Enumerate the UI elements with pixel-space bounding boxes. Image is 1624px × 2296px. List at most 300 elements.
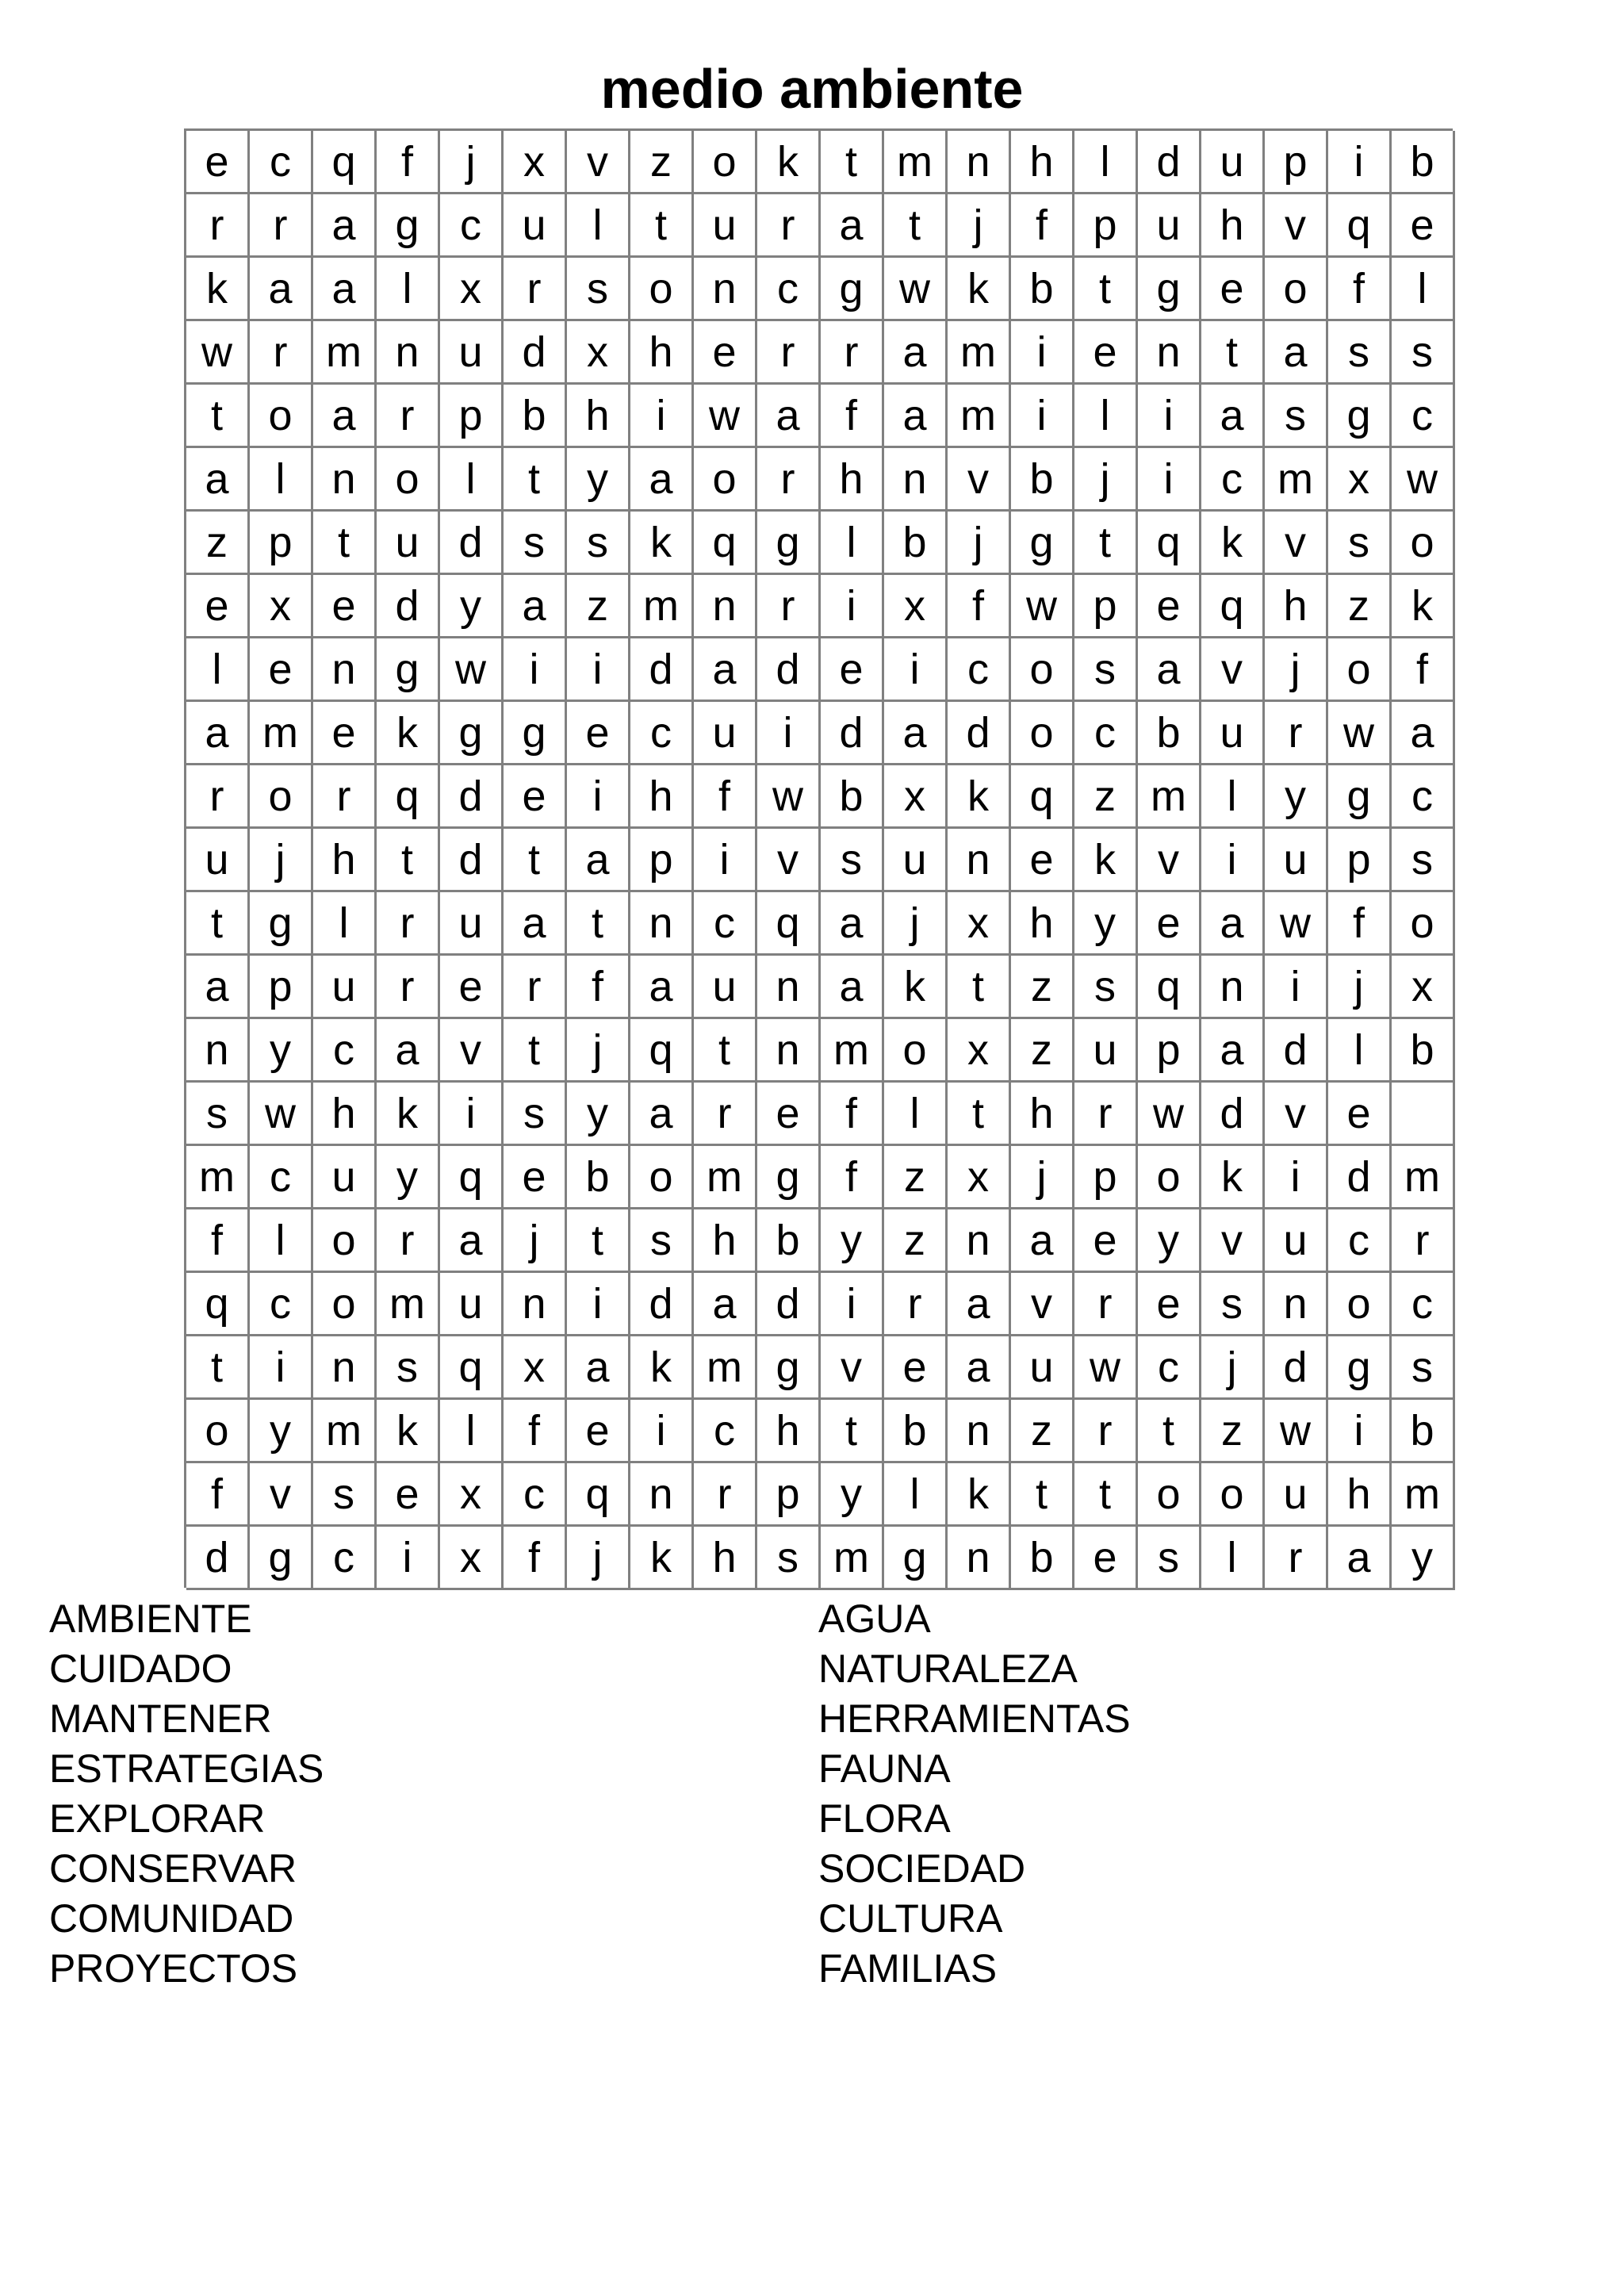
grid-cell: b bbox=[884, 512, 948, 575]
grid-cell: x bbox=[440, 258, 504, 321]
grid-cell: w bbox=[884, 258, 948, 321]
grid-cell: l bbox=[250, 1209, 313, 1273]
grid-cell: z bbox=[884, 1209, 948, 1273]
grid-cell: b bbox=[1392, 1400, 1455, 1463]
grid-cell: w bbox=[250, 1083, 313, 1146]
grid-cell: q bbox=[1138, 512, 1201, 575]
grid-cell: l bbox=[250, 448, 313, 512]
grid-cell: c bbox=[1201, 448, 1265, 512]
grid-cell: d bbox=[186, 1527, 250, 1590]
grid-cell: k bbox=[1201, 512, 1265, 575]
grid-cell: k bbox=[630, 512, 694, 575]
grid-cell: a bbox=[821, 194, 884, 258]
grid-cell: j bbox=[504, 1209, 567, 1273]
grid-cell: p bbox=[1074, 1146, 1138, 1209]
grid-cell: l bbox=[186, 638, 250, 702]
grid-cell: e bbox=[1074, 1209, 1138, 1273]
grid-cell: s bbox=[1328, 512, 1392, 575]
grid-cell: c bbox=[250, 131, 313, 194]
grid-cell: s bbox=[1392, 829, 1455, 892]
grid-cell: b bbox=[504, 385, 567, 448]
grid-cell: s bbox=[186, 1083, 250, 1146]
grid-cell: x bbox=[1392, 956, 1455, 1019]
grid-cell: n bbox=[630, 1463, 694, 1527]
grid-cell: n bbox=[1265, 1273, 1328, 1336]
grid-cell: e bbox=[757, 1083, 821, 1146]
grid-cell: z bbox=[1074, 765, 1138, 829]
grid-cell: v bbox=[1265, 512, 1328, 575]
grid-cell: b bbox=[1392, 1019, 1455, 1083]
grid-cell: c bbox=[250, 1273, 313, 1336]
grid-cell: s bbox=[1265, 385, 1328, 448]
grid-cell: h bbox=[630, 321, 694, 385]
grid-cell: n bbox=[377, 321, 440, 385]
grid-cell: e bbox=[377, 1463, 440, 1527]
grid-cell: q bbox=[1328, 194, 1392, 258]
grid-cell: q bbox=[567, 1463, 630, 1527]
grid-cell: i bbox=[1138, 385, 1201, 448]
grid-cell: v bbox=[821, 1336, 884, 1400]
grid-cell: a bbox=[821, 892, 884, 956]
grid-cell: q bbox=[313, 131, 377, 194]
grid-cell: x bbox=[504, 1336, 567, 1400]
grid-cell: u bbox=[440, 321, 504, 385]
grid-cell: f bbox=[821, 1083, 884, 1146]
grid-cell: h bbox=[821, 448, 884, 512]
grid-cell: a bbox=[186, 702, 250, 765]
grid-cell: c bbox=[313, 1019, 377, 1083]
grid-cell: d bbox=[440, 765, 504, 829]
grid-cell: g bbox=[1328, 765, 1392, 829]
grid-cell: y bbox=[567, 448, 630, 512]
grid-cell: q bbox=[440, 1146, 504, 1209]
grid-cell: o bbox=[630, 1146, 694, 1209]
grid-cell: q bbox=[757, 892, 821, 956]
grid-cell: o bbox=[1328, 1273, 1392, 1336]
grid-cell: r bbox=[377, 956, 440, 1019]
grid-cell: f bbox=[1328, 892, 1392, 956]
grid-cell: o bbox=[1201, 1463, 1265, 1527]
grid-cell: y bbox=[1265, 765, 1328, 829]
grid-cell: r bbox=[504, 956, 567, 1019]
grid-cell: d bbox=[1265, 1019, 1328, 1083]
grid-cell: t bbox=[504, 448, 567, 512]
grid-cell: g bbox=[821, 258, 884, 321]
grid-cell: p bbox=[1074, 575, 1138, 638]
grid-cell: r bbox=[694, 1083, 757, 1146]
grid-cell: j bbox=[250, 829, 313, 892]
grid-cell: h bbox=[1201, 194, 1265, 258]
grid-cell: n bbox=[757, 1019, 821, 1083]
grid-cell: u bbox=[1201, 702, 1265, 765]
grid-cell: y bbox=[821, 1463, 884, 1527]
grid-cell: c bbox=[250, 1146, 313, 1209]
word-item: SOCIEDAD bbox=[818, 1846, 1026, 1891]
grid-cell: a bbox=[630, 1083, 694, 1146]
grid-cell: a bbox=[1011, 1209, 1074, 1273]
grid-cell: d bbox=[1328, 1146, 1392, 1209]
grid-cell: i bbox=[757, 702, 821, 765]
grid-cell: j bbox=[1328, 956, 1392, 1019]
grid-cell: e bbox=[1328, 1083, 1392, 1146]
grid-cell: e bbox=[1138, 575, 1201, 638]
grid-cell: y bbox=[440, 575, 504, 638]
grid-cell: r bbox=[313, 765, 377, 829]
grid-cell: d bbox=[630, 638, 694, 702]
grid-cell: a bbox=[1328, 1527, 1392, 1590]
grid-cell: o bbox=[1328, 638, 1392, 702]
grid-cell: h bbox=[313, 1083, 377, 1146]
word-item: CUIDADO bbox=[49, 1646, 232, 1691]
grid-cell: j bbox=[884, 892, 948, 956]
grid-cell: c bbox=[504, 1463, 567, 1527]
grid-cell: g bbox=[1328, 1336, 1392, 1400]
grid-cell: x bbox=[948, 1019, 1011, 1083]
grid-cell: s bbox=[821, 829, 884, 892]
grid-cell: k bbox=[186, 258, 250, 321]
grid-cell: v bbox=[250, 1463, 313, 1527]
grid-cell: a bbox=[504, 575, 567, 638]
grid-cell: f bbox=[1392, 638, 1455, 702]
grid-cell: j bbox=[1201, 1336, 1265, 1400]
grid-cell: i bbox=[1138, 448, 1201, 512]
grid-cell: k bbox=[948, 1463, 1011, 1527]
grid-cell: t bbox=[948, 956, 1011, 1019]
grid-cell: c bbox=[1138, 1336, 1201, 1400]
grid-cell: m bbox=[948, 385, 1011, 448]
grid-cell: t bbox=[1074, 258, 1138, 321]
grid-cell: x bbox=[440, 1527, 504, 1590]
grid-cell: u bbox=[884, 829, 948, 892]
grid-cell: h bbox=[694, 1527, 757, 1590]
word-item: ESTRATEGIAS bbox=[49, 1746, 324, 1791]
grid-cell: r bbox=[1392, 1209, 1455, 1273]
grid-cell: m bbox=[1265, 448, 1328, 512]
grid-cell: o bbox=[1265, 258, 1328, 321]
grid-cell: m bbox=[884, 131, 948, 194]
grid-cell: i bbox=[567, 1273, 630, 1336]
grid-cell: g bbox=[757, 1336, 821, 1400]
grid-cell: h bbox=[313, 829, 377, 892]
grid-cell: y bbox=[821, 1209, 884, 1273]
grid-cell: s bbox=[757, 1527, 821, 1590]
grid-cell: e bbox=[1074, 321, 1138, 385]
grid-cell: f bbox=[567, 956, 630, 1019]
grid-cell: b bbox=[821, 765, 884, 829]
grid-cell: o bbox=[884, 1019, 948, 1083]
grid-cell: c bbox=[1074, 702, 1138, 765]
grid-cell: m bbox=[694, 1336, 757, 1400]
grid-cell: a bbox=[630, 448, 694, 512]
grid-cell: u bbox=[440, 1273, 504, 1336]
grid-cell: h bbox=[694, 1209, 757, 1273]
grid-cell: i bbox=[1011, 385, 1074, 448]
grid-cell: x bbox=[1328, 448, 1392, 512]
grid-cell: e bbox=[1074, 1527, 1138, 1590]
grid-cell: c bbox=[630, 702, 694, 765]
grid-cell: a bbox=[567, 829, 630, 892]
grid-cell: n bbox=[948, 131, 1011, 194]
grid-cell: j bbox=[567, 1527, 630, 1590]
grid-cell: n bbox=[948, 829, 1011, 892]
grid-cell: d bbox=[948, 702, 1011, 765]
grid-cell: h bbox=[1011, 131, 1074, 194]
grid-cell: k bbox=[630, 1527, 694, 1590]
grid-cell: k bbox=[1392, 575, 1455, 638]
grid-cell: t bbox=[313, 512, 377, 575]
grid-cell bbox=[1392, 1083, 1455, 1146]
grid-cell: c bbox=[694, 1400, 757, 1463]
grid-cell: k bbox=[884, 956, 948, 1019]
grid-cell: a bbox=[884, 385, 948, 448]
grid-cell: n bbox=[313, 638, 377, 702]
grid-cell: k bbox=[757, 131, 821, 194]
grid-cell: u bbox=[1074, 1019, 1138, 1083]
grid-cell: l bbox=[313, 892, 377, 956]
word-list-right bbox=[818, 1594, 1131, 1994]
grid-cell: o bbox=[313, 1209, 377, 1273]
grid-cell: z bbox=[630, 131, 694, 194]
grid-cell: a bbox=[948, 1273, 1011, 1336]
grid-cell: l bbox=[1074, 385, 1138, 448]
grid-cell: i bbox=[504, 638, 567, 702]
grid-cell: r bbox=[186, 194, 250, 258]
grid-cell: j bbox=[440, 131, 504, 194]
word-item: CULTURA bbox=[818, 1896, 1003, 1941]
grid-cell: r bbox=[757, 448, 821, 512]
grid-cell: d bbox=[377, 575, 440, 638]
grid-cell: q bbox=[630, 1019, 694, 1083]
grid-cell: c bbox=[694, 892, 757, 956]
grid-cell: o bbox=[250, 765, 313, 829]
grid-cell: p bbox=[1265, 131, 1328, 194]
grid-cell: i bbox=[250, 1336, 313, 1400]
grid-cell: i bbox=[1201, 829, 1265, 892]
grid-cell: l bbox=[1201, 1527, 1265, 1590]
grid-cell: w bbox=[1074, 1336, 1138, 1400]
grid-cell: z bbox=[567, 575, 630, 638]
grid-cell: s bbox=[567, 258, 630, 321]
grid-cell: b bbox=[1138, 702, 1201, 765]
grid-cell: y bbox=[567, 1083, 630, 1146]
grid-cell: i bbox=[884, 638, 948, 702]
grid-cell: a bbox=[504, 892, 567, 956]
grid-cell: g bbox=[757, 1146, 821, 1209]
grid-cell: r bbox=[377, 1209, 440, 1273]
grid-cell: t bbox=[821, 1400, 884, 1463]
grid-cell: a bbox=[1138, 638, 1201, 702]
grid-cell: x bbox=[948, 1146, 1011, 1209]
word-item: HERRAMIENTAS bbox=[818, 1696, 1131, 1741]
grid-cell: k bbox=[377, 1400, 440, 1463]
grid-cell: p bbox=[1138, 1019, 1201, 1083]
grid-cell: j bbox=[567, 1019, 630, 1083]
grid-cell: s bbox=[377, 1336, 440, 1400]
grid-cell: n bbox=[694, 575, 757, 638]
grid-cell: f bbox=[186, 1209, 250, 1273]
grid-cell: n bbox=[948, 1527, 1011, 1590]
grid-cell: z bbox=[1201, 1400, 1265, 1463]
grid-cell: f bbox=[821, 385, 884, 448]
grid-cell: w bbox=[757, 765, 821, 829]
grid-cell: c bbox=[313, 1527, 377, 1590]
grid-cell: c bbox=[948, 638, 1011, 702]
grid-cell: z bbox=[1328, 575, 1392, 638]
grid-cell: a bbox=[757, 385, 821, 448]
grid-cell: r bbox=[1074, 1083, 1138, 1146]
grid-cell: i bbox=[440, 1083, 504, 1146]
grid-cell: b bbox=[884, 1400, 948, 1463]
grid-cell: i bbox=[821, 1273, 884, 1336]
grid-cell: h bbox=[1011, 892, 1074, 956]
grid-cell: m bbox=[377, 1273, 440, 1336]
grid-cell: l bbox=[1074, 131, 1138, 194]
grid-cell: c bbox=[757, 258, 821, 321]
grid-cell: h bbox=[567, 385, 630, 448]
grid-cell: e bbox=[567, 1400, 630, 1463]
grid-cell: l bbox=[567, 194, 630, 258]
grid-cell: h bbox=[1011, 1083, 1074, 1146]
grid-cell: b bbox=[567, 1146, 630, 1209]
grid-cell: b bbox=[1011, 1527, 1074, 1590]
grid-cell: m bbox=[948, 321, 1011, 385]
grid-cell: e bbox=[186, 575, 250, 638]
grid-cell: m bbox=[694, 1146, 757, 1209]
grid-cell: n bbox=[1138, 321, 1201, 385]
grid-cell: d bbox=[757, 1273, 821, 1336]
grid-cell: g bbox=[1138, 258, 1201, 321]
grid-cell: i bbox=[567, 765, 630, 829]
grid-cell: o bbox=[250, 385, 313, 448]
grid-cell: a bbox=[694, 1273, 757, 1336]
grid-cell: x bbox=[948, 892, 1011, 956]
grid-cell: m bbox=[821, 1019, 884, 1083]
grid-cell: u bbox=[440, 892, 504, 956]
grid-cell: d bbox=[1265, 1336, 1328, 1400]
grid-cell: a bbox=[630, 956, 694, 1019]
word-item: AGUA bbox=[818, 1596, 931, 1641]
grid-cell: a bbox=[186, 448, 250, 512]
grid-cell: o bbox=[694, 448, 757, 512]
grid-cell: r bbox=[377, 892, 440, 956]
word-item: FAUNA bbox=[818, 1746, 951, 1791]
grid-cell: t bbox=[186, 385, 250, 448]
grid-cell: v bbox=[440, 1019, 504, 1083]
grid-cell: i bbox=[694, 829, 757, 892]
grid-cell: u bbox=[1265, 1463, 1328, 1527]
word-item: COMUNIDAD bbox=[49, 1896, 294, 1941]
grid-cell: g bbox=[377, 194, 440, 258]
grid-cell: r bbox=[1074, 1273, 1138, 1336]
grid-cell: o bbox=[377, 448, 440, 512]
grid-cell: t bbox=[1011, 1463, 1074, 1527]
grid-cell: a bbox=[1392, 702, 1455, 765]
grid-cell: z bbox=[884, 1146, 948, 1209]
grid-cell: n bbox=[313, 448, 377, 512]
grid-cell: o bbox=[630, 258, 694, 321]
grid-cell: n bbox=[313, 1336, 377, 1400]
grid-cell: a bbox=[1201, 385, 1265, 448]
grid-cell: d bbox=[440, 512, 504, 575]
grid-cell: j bbox=[948, 194, 1011, 258]
grid-cell: e bbox=[313, 702, 377, 765]
grid-cell: a bbox=[884, 702, 948, 765]
grid-cell: e bbox=[1138, 1273, 1201, 1336]
grid-cell: s bbox=[1138, 1527, 1201, 1590]
grid-cell: m bbox=[821, 1527, 884, 1590]
grid-cell: o bbox=[1392, 512, 1455, 575]
grid-cell: r bbox=[694, 1463, 757, 1527]
grid-cell: i bbox=[377, 1527, 440, 1590]
grid-cell: i bbox=[630, 1400, 694, 1463]
grid-cell: e bbox=[821, 638, 884, 702]
grid-cell: e bbox=[884, 1336, 948, 1400]
grid-cell: u bbox=[313, 956, 377, 1019]
grid-cell: m bbox=[313, 1400, 377, 1463]
grid-cell: p bbox=[250, 512, 313, 575]
grid-cell: f bbox=[186, 1463, 250, 1527]
grid-cell: s bbox=[504, 1083, 567, 1146]
grid-cell: y bbox=[1138, 1209, 1201, 1273]
grid-cell: g bbox=[1011, 512, 1074, 575]
grid-cell: p bbox=[1328, 829, 1392, 892]
grid-cell: j bbox=[1011, 1146, 1074, 1209]
grid-cell: d bbox=[757, 638, 821, 702]
grid-cell: o bbox=[1011, 702, 1074, 765]
grid-cell: w bbox=[1138, 1083, 1201, 1146]
grid-cell: m bbox=[1392, 1463, 1455, 1527]
grid-cell: l bbox=[377, 258, 440, 321]
word-item: CONSERVAR bbox=[49, 1846, 297, 1891]
grid-cell: f bbox=[1011, 194, 1074, 258]
grid-cell: i bbox=[630, 385, 694, 448]
grid-cell: s bbox=[1074, 956, 1138, 1019]
grid-cell: z bbox=[1011, 956, 1074, 1019]
grid-cell: y bbox=[250, 1019, 313, 1083]
grid-cell: t bbox=[186, 892, 250, 956]
grid-cell: u bbox=[1265, 1209, 1328, 1273]
word-item: PROYECTOS bbox=[49, 1946, 298, 1991]
grid-cell: r bbox=[1265, 702, 1328, 765]
grid-cell: a bbox=[1201, 1019, 1265, 1083]
grid-cell: y bbox=[377, 1146, 440, 1209]
grid-cell: q bbox=[1138, 956, 1201, 1019]
grid-cell: t bbox=[884, 194, 948, 258]
grid-cell: t bbox=[1201, 321, 1265, 385]
grid-cell: i bbox=[1265, 956, 1328, 1019]
grid-cell: r bbox=[504, 258, 567, 321]
grid-cell: s bbox=[1392, 1336, 1455, 1400]
grid-cell: o bbox=[186, 1400, 250, 1463]
grid-cell: d bbox=[1138, 131, 1201, 194]
page-title: medio ambiente bbox=[600, 58, 1024, 120]
grid-cell: a bbox=[313, 258, 377, 321]
grid-cell: a bbox=[821, 956, 884, 1019]
grid-cell: q bbox=[440, 1336, 504, 1400]
grid-cell: v bbox=[567, 131, 630, 194]
grid-cell: g bbox=[377, 638, 440, 702]
grid-cell: v bbox=[1201, 638, 1265, 702]
grid-cell: t bbox=[186, 1336, 250, 1400]
grid-cell: i bbox=[1011, 321, 1074, 385]
grid-cell: n bbox=[757, 956, 821, 1019]
grid-cell: x bbox=[884, 765, 948, 829]
grid-cell: o bbox=[694, 131, 757, 194]
grid-cell: n bbox=[948, 1400, 1011, 1463]
grid-cell: a bbox=[440, 1209, 504, 1273]
grid-cell: c bbox=[440, 194, 504, 258]
grid-cell: r bbox=[186, 765, 250, 829]
